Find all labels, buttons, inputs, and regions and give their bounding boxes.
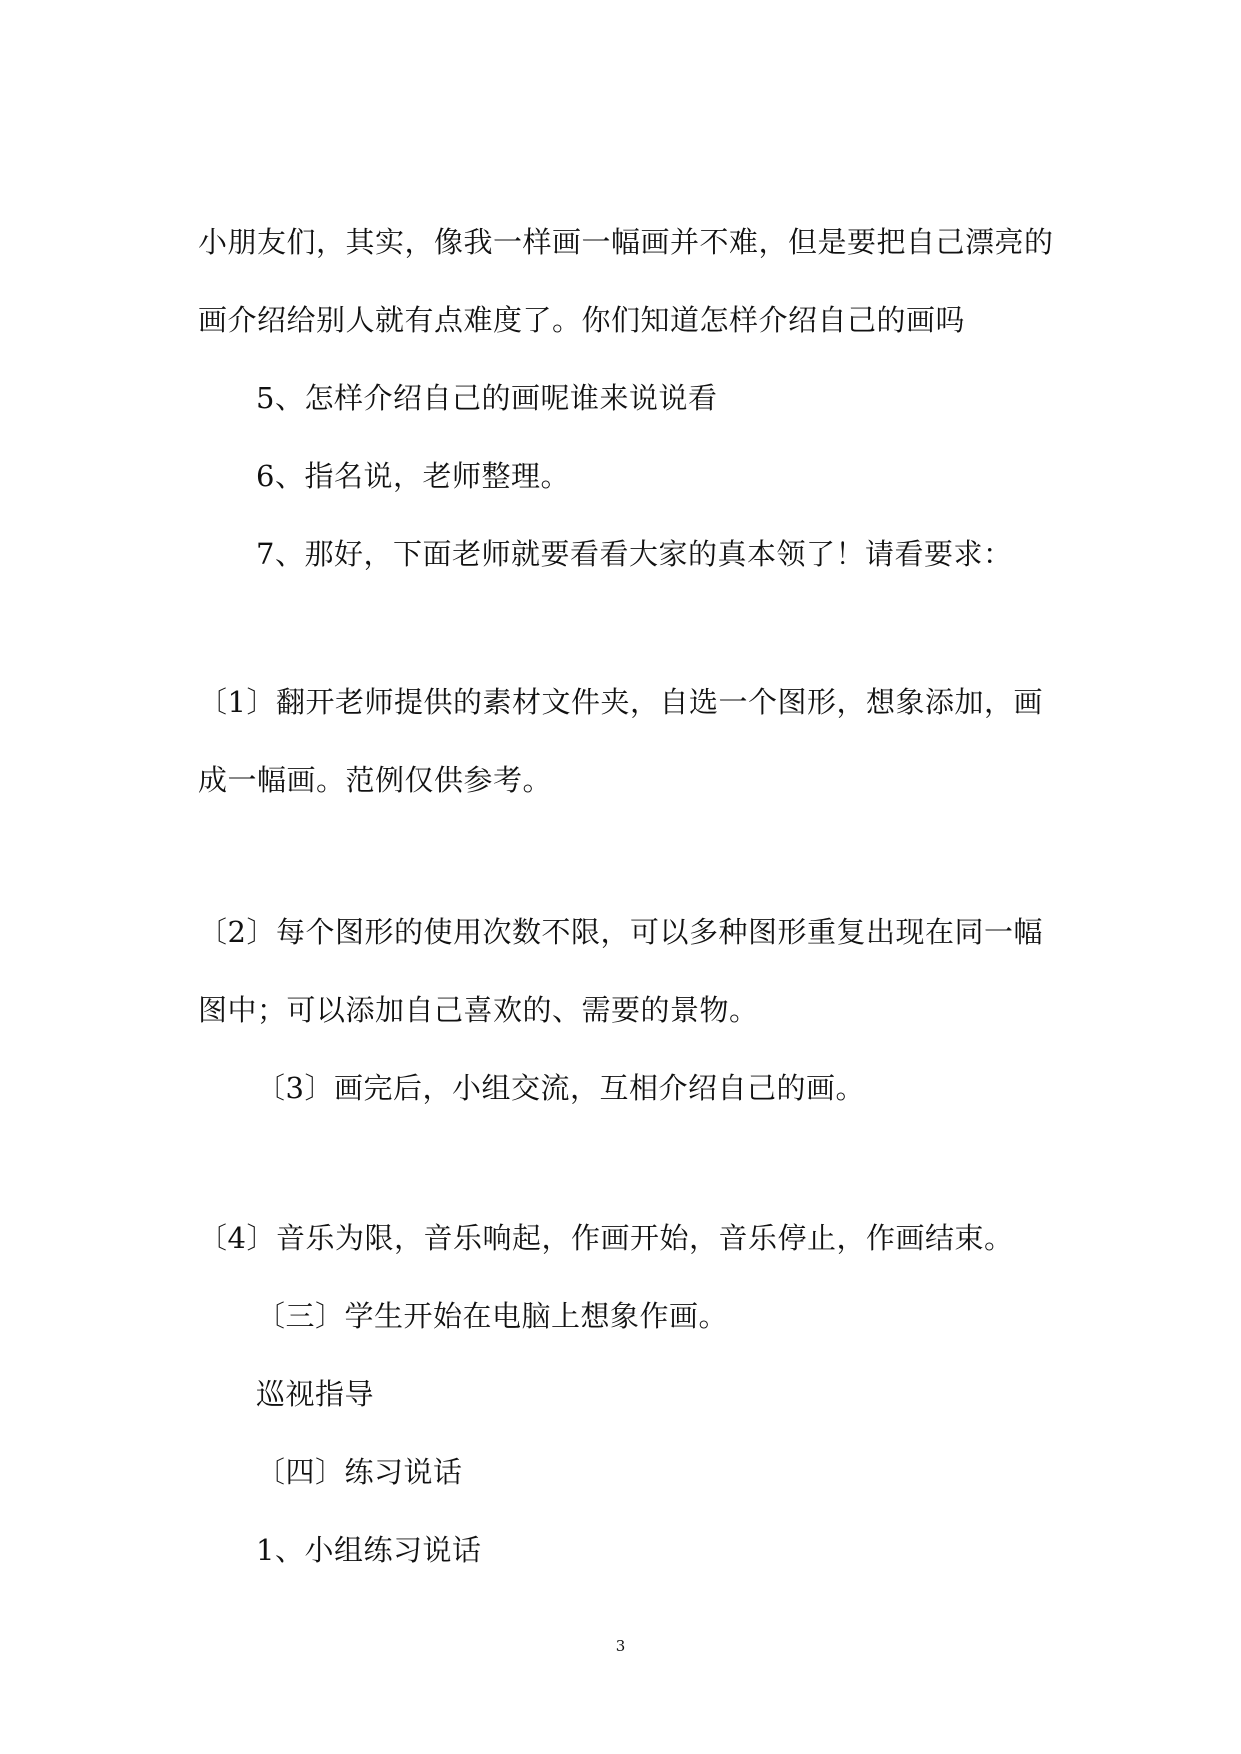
paragraph-line: 6、指名说，老师整理。 [256, 459, 570, 493]
page-number: 3 [615, 1637, 626, 1655]
paragraph-line: 〔三〕学生开始在电脑上想象作画。 [256, 1299, 729, 1333]
paragraph-line: 画介绍给别人就有点难度了。你们知道怎样介绍自己的画吗 [198, 303, 966, 337]
paragraph-line: 图中；可以添加自己喜欢的、需要的景物。 [198, 993, 759, 1027]
paragraph-line: 〔4〕音乐为限，音乐响起，作画开始，音乐停止，作画结束。 [198, 1221, 1014, 1255]
paragraph-line: 成一幅画。范例仅供参考。 [198, 763, 553, 797]
paragraph-line: 5、怎样介绍自己的画呢谁来说说看 [256, 381, 718, 415]
paragraph-line: 〔3〕画完后，小组交流，互相介绍自己的画。 [256, 1071, 865, 1105]
paragraph-line: 小朋友们，其实，像我一样画一幅画并不难，但是要把自己漂亮的 [198, 225, 1054, 259]
paragraph-line: 〔四〕练习说话 [256, 1455, 463, 1489]
paragraph-line: 〔1〕翻开老师提供的素材文件夹，自选一个图形，想象添加，画 [198, 685, 1043, 719]
paragraph-line: 1、小组练习说话 [256, 1533, 482, 1567]
paragraph-line: 巡视指导 [256, 1377, 375, 1411]
paragraph-line: 7、那好，下面老师就要看看大家的真本领了！请看要求： [256, 537, 1013, 571]
paragraph-line: 〔2〕每个图形的使用次数不限，可以多种图形重复出现在同一幅 [198, 915, 1043, 949]
